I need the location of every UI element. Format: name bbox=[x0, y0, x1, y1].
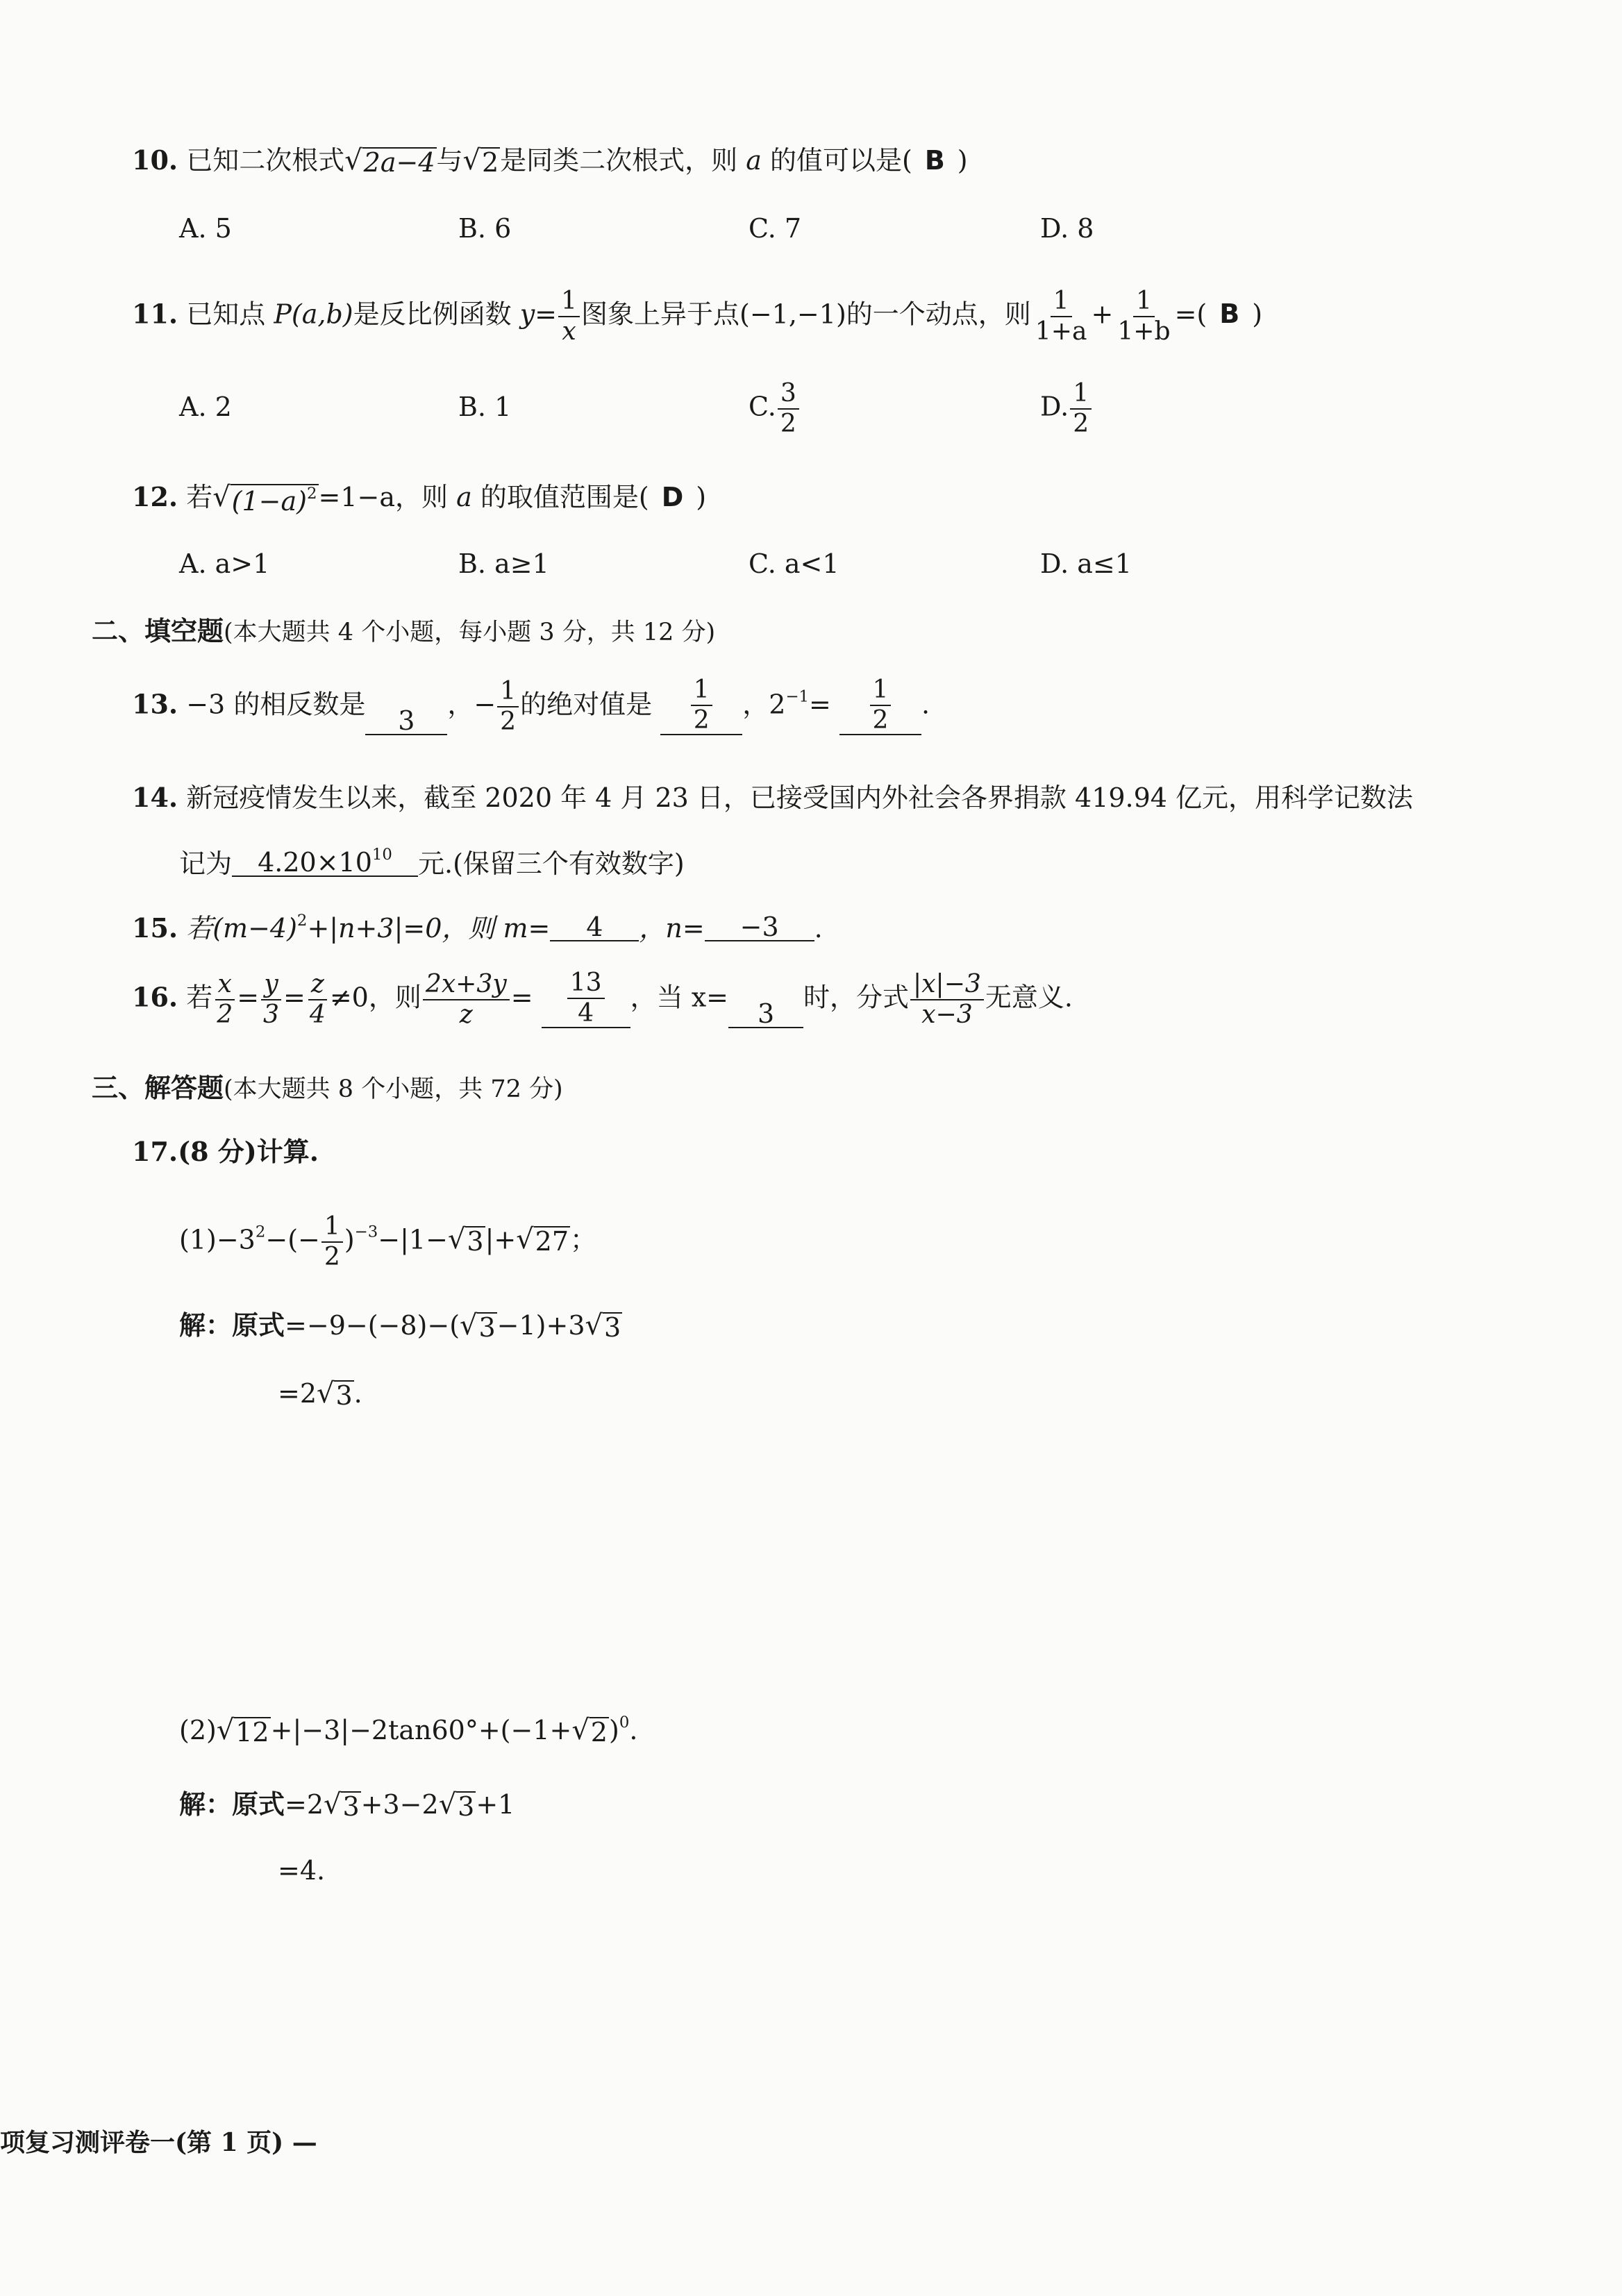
fraction: $\frac{1}{1+a}$ bbox=[1035, 286, 1087, 346]
fraction: $\frac{1}{x}$ bbox=[558, 288, 580, 345]
q-number: 14. bbox=[132, 782, 178, 813]
option-c: C. a<1 bbox=[749, 548, 839, 579]
option-b: B. 6 bbox=[458, 213, 512, 244]
option-c: C. 7 bbox=[749, 213, 802, 244]
q-number: 12. bbox=[132, 481, 178, 512]
question-14-line2: 记为 $4.20\times 10^{10}$ 元.(保留三个有效数字) bbox=[179, 846, 685, 880]
q-number: 10. bbox=[132, 144, 178, 176]
question-17: 17.(8 分)计算. bbox=[132, 1136, 319, 1167]
option-d: D. $\frac{1}{2}$ bbox=[1040, 380, 1093, 437]
q17-part2-solution: 解：原式=2 √ 3 +3−2 √ 3 +1 bbox=[179, 1788, 515, 1822]
answer-choice: B bbox=[1219, 299, 1240, 330]
radical: √ 2 bbox=[462, 144, 499, 178]
radical: √ 2a−4 bbox=[344, 144, 435, 178]
q-number: 16. bbox=[132, 981, 178, 1013]
q17-part1-result: =2 √ 3 . bbox=[278, 1377, 362, 1411]
answer-blank: $\frac{13}{4}$ bbox=[542, 970, 630, 1028]
option-a: A. 5 bbox=[179, 213, 232, 244]
answer-blank: 4 bbox=[550, 914, 639, 941]
q17-part1-solution: 解：原式=−9−(−8)−( √ 3 −1)+3 √ 3 bbox=[179, 1309, 621, 1343]
q17-part2: (2) √ 12 +|−3|−2tan60°+(−1+ √ 2 )$^0$. bbox=[179, 1713, 638, 1748]
answer-blank: 3 bbox=[365, 707, 447, 735]
section-2-heading: 二、填空题(本大题共 4 个小题，每小题 3 分，共 12 分) bbox=[92, 615, 716, 646]
option-c: C. $\frac{3}{2}$ bbox=[749, 380, 801, 437]
q-number: 17. bbox=[132, 1136, 178, 1167]
answer-blank: $\frac{1}{2}$ bbox=[839, 677, 921, 735]
option-d: D. a≤1 bbox=[1040, 548, 1132, 579]
question-11: 11. 已知点 P(a,b)是反比例函数 y= $\frac{1}{x}$ 图象上异于点(−1,−1)的一个动点，则 $\frac{1}{1+a}$ + $\frac{1}{1+b}$ =( B ) bbox=[132, 286, 1263, 346]
question-10: 10. 已知二次根式 √ 2a−4 与 √ 2 是同类二次根式，则 a 的值可以是( B ) bbox=[132, 144, 968, 178]
q-number: 11. bbox=[132, 298, 178, 330]
answer-blank: $4.20\times 10^{10}$ bbox=[232, 847, 418, 877]
option-d: D. 8 bbox=[1040, 213, 1094, 244]
fraction: $\frac{1}{1+b}$ bbox=[1117, 286, 1171, 346]
option-a: A. a>1 bbox=[179, 548, 270, 579]
option-b: B. a≥1 bbox=[458, 548, 549, 579]
q17-part1: $(1)-3^2-(-$ $\frac{1}{2}$ )$^{-3}$−|1− √ 3 |+ √ 27 ； bbox=[179, 1212, 597, 1271]
option-b: B. 1 bbox=[458, 392, 512, 422]
answer-choice: B bbox=[924, 145, 945, 176]
answer-choice: D bbox=[661, 482, 684, 512]
question-16: 16. 若 $\frac{x}{2}$ = $\frac{y}{3}$ = $\frac{z}{4}$ ≠0，则 $\frac{2x+3y}{z}$ = $\frac{13}{4}$ ，当 x=3时，分式 $\frac{|x|-3}{x-3}$ 无意义. bbox=[132, 968, 1073, 1029]
q-number: 15. bbox=[132, 912, 178, 944]
answer-blank: $\frac{1}{2}$ bbox=[660, 677, 742, 735]
question-13: 13. −3 的相反数是3，− $\frac{1}{2}$ 的绝对值是 $\frac{1}{2}$ ，$2^{-1}=$ $\frac{1}{2}$ . bbox=[132, 675, 930, 736]
q17-part2-result: =4. bbox=[278, 1855, 326, 1886]
radical: √ $(1-a)^2$ bbox=[212, 481, 317, 517]
answer-blank: 3 bbox=[728, 1000, 803, 1028]
question-15: 15. 若$(m-4)^2+|n+3|=0$，则 m= 4 ，n= −3 . bbox=[132, 912, 823, 944]
question-12: 12. 若 √ $(1-a)^2$ =1−a，则 a 的取值范围是( D ) bbox=[132, 481, 707, 517]
answer-blank: −3 bbox=[705, 914, 814, 941]
section-3-heading: 三、解答题(本大题共 8 个小题，共 72 分) bbox=[92, 1072, 563, 1103]
question-14: 14. 新冠疫情发生以来，截至 2020 年 4 月 23 日，已接受国内外社会各界捐款 419.94 亿元，用科学记数法 bbox=[132, 782, 1414, 813]
q-number: 13. bbox=[132, 688, 178, 720]
page-footer: 项复习测评卷一(第 1 页) — bbox=[0, 2128, 317, 2157]
option-a: A. 2 bbox=[179, 392, 232, 422]
